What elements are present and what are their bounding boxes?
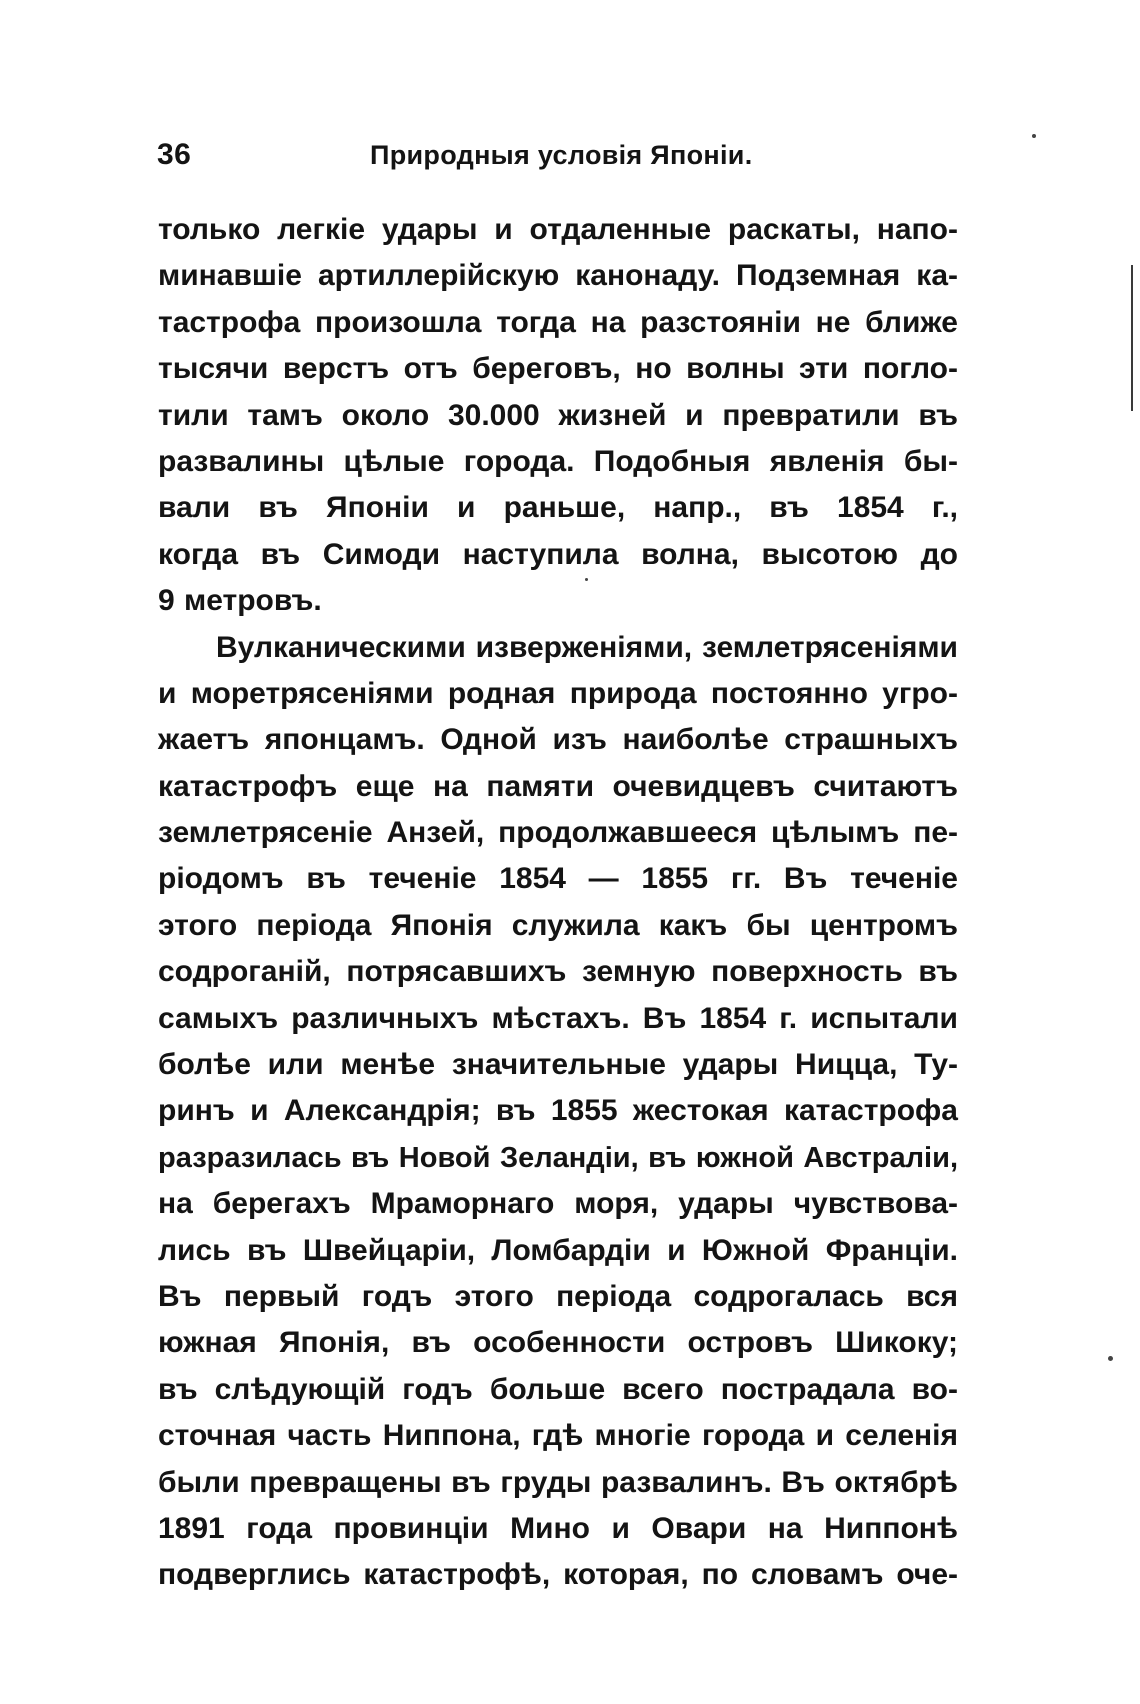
scan-speck <box>1032 134 1036 138</box>
text-line: были превращены въ груды развалинъ. Въ октябрѣ <box>158 1465 958 1499</box>
text-line: тили тамъ около 30.000 жизней и превратили въ <box>158 398 958 432</box>
text-line: ріодомъ въ теченіе 1854 — 1855 гг. Въ теченіе <box>158 862 958 896</box>
text-line: когда въ Симоди наступила волна, высотою до <box>158 537 958 571</box>
text-line: тастрофа произошла тогда на разстояніи не ближе <box>158 305 958 339</box>
text-line: самыхъ различныхъ мѣстахъ. Въ 1854 г. испытали <box>158 1001 958 1035</box>
paragraph-1 <box>158 207 958 625</box>
scan-margin-line <box>1131 265 1133 411</box>
text-line: и моретрясеніями родная природа постоянно угро- <box>158 676 958 710</box>
text-line: сточная часть Ниппона, гдѣ многіе города и селенія <box>158 1419 958 1453</box>
body-text <box>158 207 958 1599</box>
page-number: 36 <box>157 138 192 171</box>
text-line: болѣе или менѣе значительные удары Ницца, Ту- <box>158 1048 958 1082</box>
paragraph-2 <box>158 625 958 1599</box>
text-line: подверглись катастрофѣ, которая, по словамъ оче- <box>158 1558 958 1592</box>
text-line: жаетъ японцамъ. Одной изъ наиболѣе страшныхъ <box>158 723 958 757</box>
running-title: Природныя условія Японіи. <box>370 140 753 170</box>
text-line: вали въ Японіи и раньше, напр., въ 1854 г., <box>158 491 958 525</box>
text-line: тысячи верстъ отъ береговъ, но волны эти погло- <box>158 352 958 386</box>
text-line: Вулканическими изверженіями, землетрясеніями <box>216 630 958 664</box>
text-line: разразилась въ Новой Зеландіи, въ южной Австраліи, <box>158 1141 958 1174</box>
text-line: минавшіе артиллерійскую канонаду. Подземная ка- <box>158 259 958 293</box>
text-line: землетрясеніе Анзей, продолжавшееся цѣлымъ пе- <box>158 816 958 850</box>
text-line: катастрофъ еще на памяти очевидцевъ считаютъ <box>158 769 958 803</box>
text-line: 1891 года провинціи Мино и Овари на Ниппонѣ <box>158 1511 958 1545</box>
text-line: только легкіе удары и отдаленные раскаты, напо- <box>158 213 958 246</box>
text-line: лись въ Швейцаріи, Ломбардіи и Южной Франціи. <box>158 1233 958 1267</box>
running-head <box>157 138 957 182</box>
text-line: ринъ и Александрія; въ 1855 жестокая катастрофа <box>158 1094 958 1128</box>
text-line: Въ первый годъ этого періода содрогалась вся <box>158 1279 958 1313</box>
scan-speck <box>585 578 588 581</box>
text-line: содроганій, потрясавшихъ земную поверхность въ <box>158 955 958 989</box>
text-line: 9 метровъ. <box>158 584 322 618</box>
text-line: развалины цѣлые города. Подобныя явленія бы- <box>158 444 958 478</box>
text-line: южная Японія, въ особенности островъ Шикоку; <box>158 1326 958 1360</box>
text-line: на берегахъ Мраморнаго моря, удары чувствова- <box>158 1187 958 1221</box>
text-line: этого періода Японія служила какъ бы центромъ <box>158 908 958 942</box>
text-line: въ слѣдующій годъ больше всего пострадала во- <box>158 1372 958 1406</box>
scan-speck <box>1108 1356 1113 1361</box>
